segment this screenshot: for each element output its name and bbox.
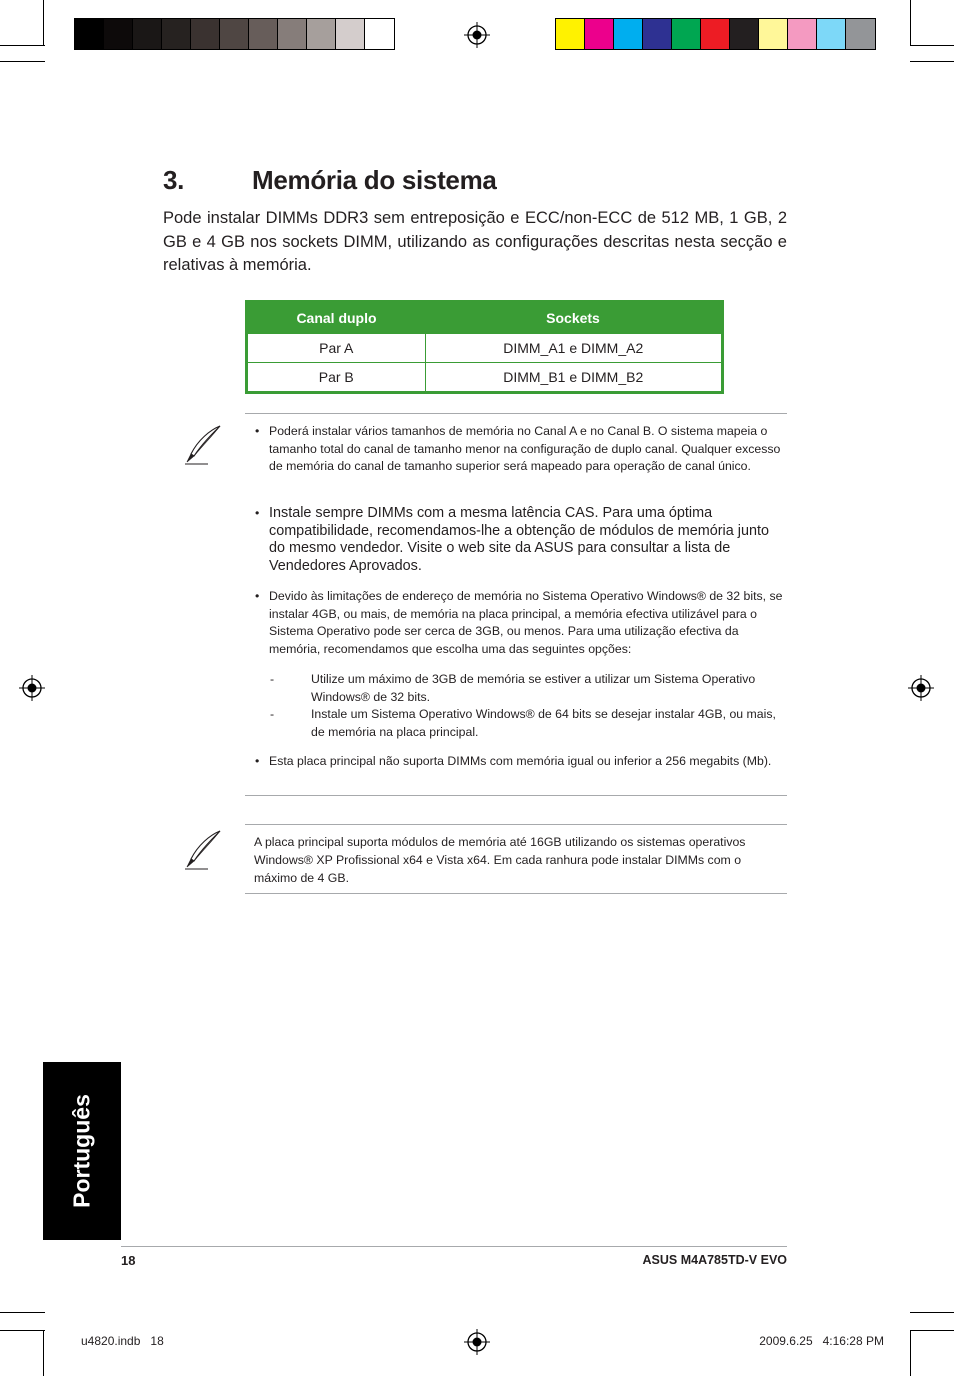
crop-mark bbox=[910, 1330, 911, 1376]
table-cell: DIMM_B1 e DIMM_B2 bbox=[425, 363, 723, 393]
color-swatch bbox=[133, 19, 162, 49]
intro-paragraph: Pode instalar DIMMs DDR3 sem entreposição e ECC/non-ECC de 512 MB, 1 GB, 2 GB e 4 GB nos sockets DIMM, utilizando as configurações descritas nesta secção e relativas à memória. bbox=[163, 209, 787, 274]
table-header-row bbox=[247, 302, 723, 334]
grayscale-color-bar bbox=[74, 18, 395, 50]
product-model: ASUS M4A785TD-V EVO bbox=[642, 1253, 787, 1267]
table-cell: DIMM_A1 e DIMM_A2 bbox=[425, 334, 723, 363]
dash-text: Instale um Sistema Operativo Windows® de 64 bits se desejar instalar 4GB, ou mais, de memória na placa principal. bbox=[311, 707, 776, 739]
crop-mark bbox=[0, 1312, 45, 1313]
process-color-bar bbox=[555, 18, 876, 50]
bullet-glyph: • bbox=[255, 754, 260, 768]
table-row bbox=[247, 363, 723, 393]
note-dash-item bbox=[270, 671, 785, 706]
pen-note-icon bbox=[182, 424, 224, 466]
crop-mark bbox=[910, 1330, 954, 1331]
color-swatch bbox=[730, 19, 759, 49]
section-heading bbox=[163, 165, 497, 196]
note-dash-item bbox=[270, 706, 785, 741]
bullet-glyph: • bbox=[255, 424, 260, 438]
note-bullet bbox=[255, 588, 787, 658]
crop-mark bbox=[0, 45, 45, 46]
color-swatch bbox=[759, 19, 788, 49]
slug-filename: u4820.indb 18 bbox=[81, 1334, 164, 1348]
note-bullet bbox=[255, 753, 787, 771]
bullet-text: Poderá instalar vários tamanhos de memória no Canal A e no Canal B. O sistema mapeia o tamanho total do canal de tamanho menor na configuração de duplo canal. Qualquer excesso de memória do canal de tamanho superior será mapeado para operação de canal único. bbox=[269, 424, 781, 473]
dash-glyph: - bbox=[270, 707, 275, 721]
color-swatch bbox=[846, 19, 875, 49]
color-swatch bbox=[75, 19, 104, 49]
crop-mark bbox=[910, 0, 911, 46]
crop-mark bbox=[43, 0, 44, 46]
color-swatch bbox=[817, 19, 846, 49]
bullet-text: Instale sempre DIMMs com a mesma latência CAS. Para uma óptima compatibilidade, recomendamos-lhe a obtenção de módulos de memória junto do mesmo vendedor. Visite o web site da ASUS para consultar a lista de Vendedores Aprovados. bbox=[269, 505, 769, 574]
dash-glyph: - bbox=[270, 672, 275, 686]
color-swatch bbox=[104, 19, 133, 49]
bullet-glyph: • bbox=[255, 589, 260, 603]
crop-mark bbox=[0, 1330, 45, 1331]
dimm-config-table bbox=[245, 300, 724, 394]
footer-divider bbox=[121, 1246, 787, 1247]
color-swatch bbox=[585, 19, 614, 49]
crop-mark bbox=[910, 61, 954, 62]
table-cell: Par A bbox=[247, 334, 426, 363]
crop-mark bbox=[910, 1312, 954, 1313]
bullet-text: Devido às limitações de endereço de memória no Sistema Operativo Windows® de 32 bits, se instalar 4GB, ou mais, de memória na placa principal, a memória efectiva utilizável para o Sistema Operativo pode ser cerca de 3GB, ou menos. Para uma utilização efectiva da memória, recomendamos que escolha uma das seguintes opções: bbox=[269, 589, 783, 656]
table-cell: Par B bbox=[247, 363, 426, 393]
color-swatch bbox=[162, 19, 191, 49]
color-swatch bbox=[278, 19, 307, 49]
color-swatch bbox=[672, 19, 701, 49]
pen-note-icon bbox=[182, 829, 224, 871]
note-text: A placa principal suporta módulos de memória até 16GB utilizando os sistemas operativos Windows® XP Profissional x64 e Vista x64. Em cada ranhura pode instalar DIMMs com o máximo de 4 GB. bbox=[254, 835, 746, 885]
note-bullet bbox=[255, 423, 787, 476]
section-title: Memória do sistema bbox=[252, 165, 497, 195]
bullet-text: Esta placa principal não suporta DIMMs com memória igual ou inferior a 256 megabits (Mb). bbox=[269, 754, 772, 768]
color-swatch bbox=[336, 19, 365, 49]
slug-timestamp: 2009.6.25 4:16:28 PM bbox=[759, 1334, 884, 1348]
note-divider bbox=[245, 893, 787, 894]
color-swatch bbox=[701, 19, 730, 49]
page-number: 18 bbox=[121, 1253, 136, 1268]
registration-mark-icon bbox=[908, 675, 934, 701]
color-swatch bbox=[365, 19, 394, 49]
note-divider bbox=[245, 824, 787, 825]
color-swatch bbox=[556, 19, 585, 49]
registration-mark-icon bbox=[464, 22, 490, 48]
color-swatch bbox=[788, 19, 817, 49]
color-swatch bbox=[249, 19, 278, 49]
registration-mark-icon bbox=[19, 675, 45, 701]
color-swatch bbox=[614, 19, 643, 49]
color-swatch bbox=[643, 19, 672, 49]
language-label: Português bbox=[68, 1094, 95, 1208]
column-header: Canal duplo bbox=[247, 302, 426, 334]
registration-mark-icon bbox=[464, 1329, 490, 1355]
color-swatch bbox=[191, 19, 220, 49]
language-side-tab bbox=[43, 1062, 121, 1240]
note-divider bbox=[245, 413, 787, 414]
crop-mark bbox=[0, 61, 45, 62]
note-divider bbox=[245, 795, 787, 796]
dash-text: Utilize um máximo de 3GB de memória se estiver a utilizar um Sistema Operativo Windows® de 32 bits. bbox=[311, 672, 756, 704]
note-bullet bbox=[255, 505, 775, 575]
column-header: Sockets bbox=[425, 302, 723, 334]
table-row bbox=[247, 334, 723, 363]
section-number: 3. bbox=[163, 165, 185, 195]
color-swatch bbox=[220, 19, 249, 49]
color-swatch bbox=[307, 19, 336, 49]
bullet-glyph: • bbox=[255, 506, 260, 520]
crop-mark bbox=[43, 1330, 44, 1376]
crop-mark bbox=[910, 45, 954, 46]
